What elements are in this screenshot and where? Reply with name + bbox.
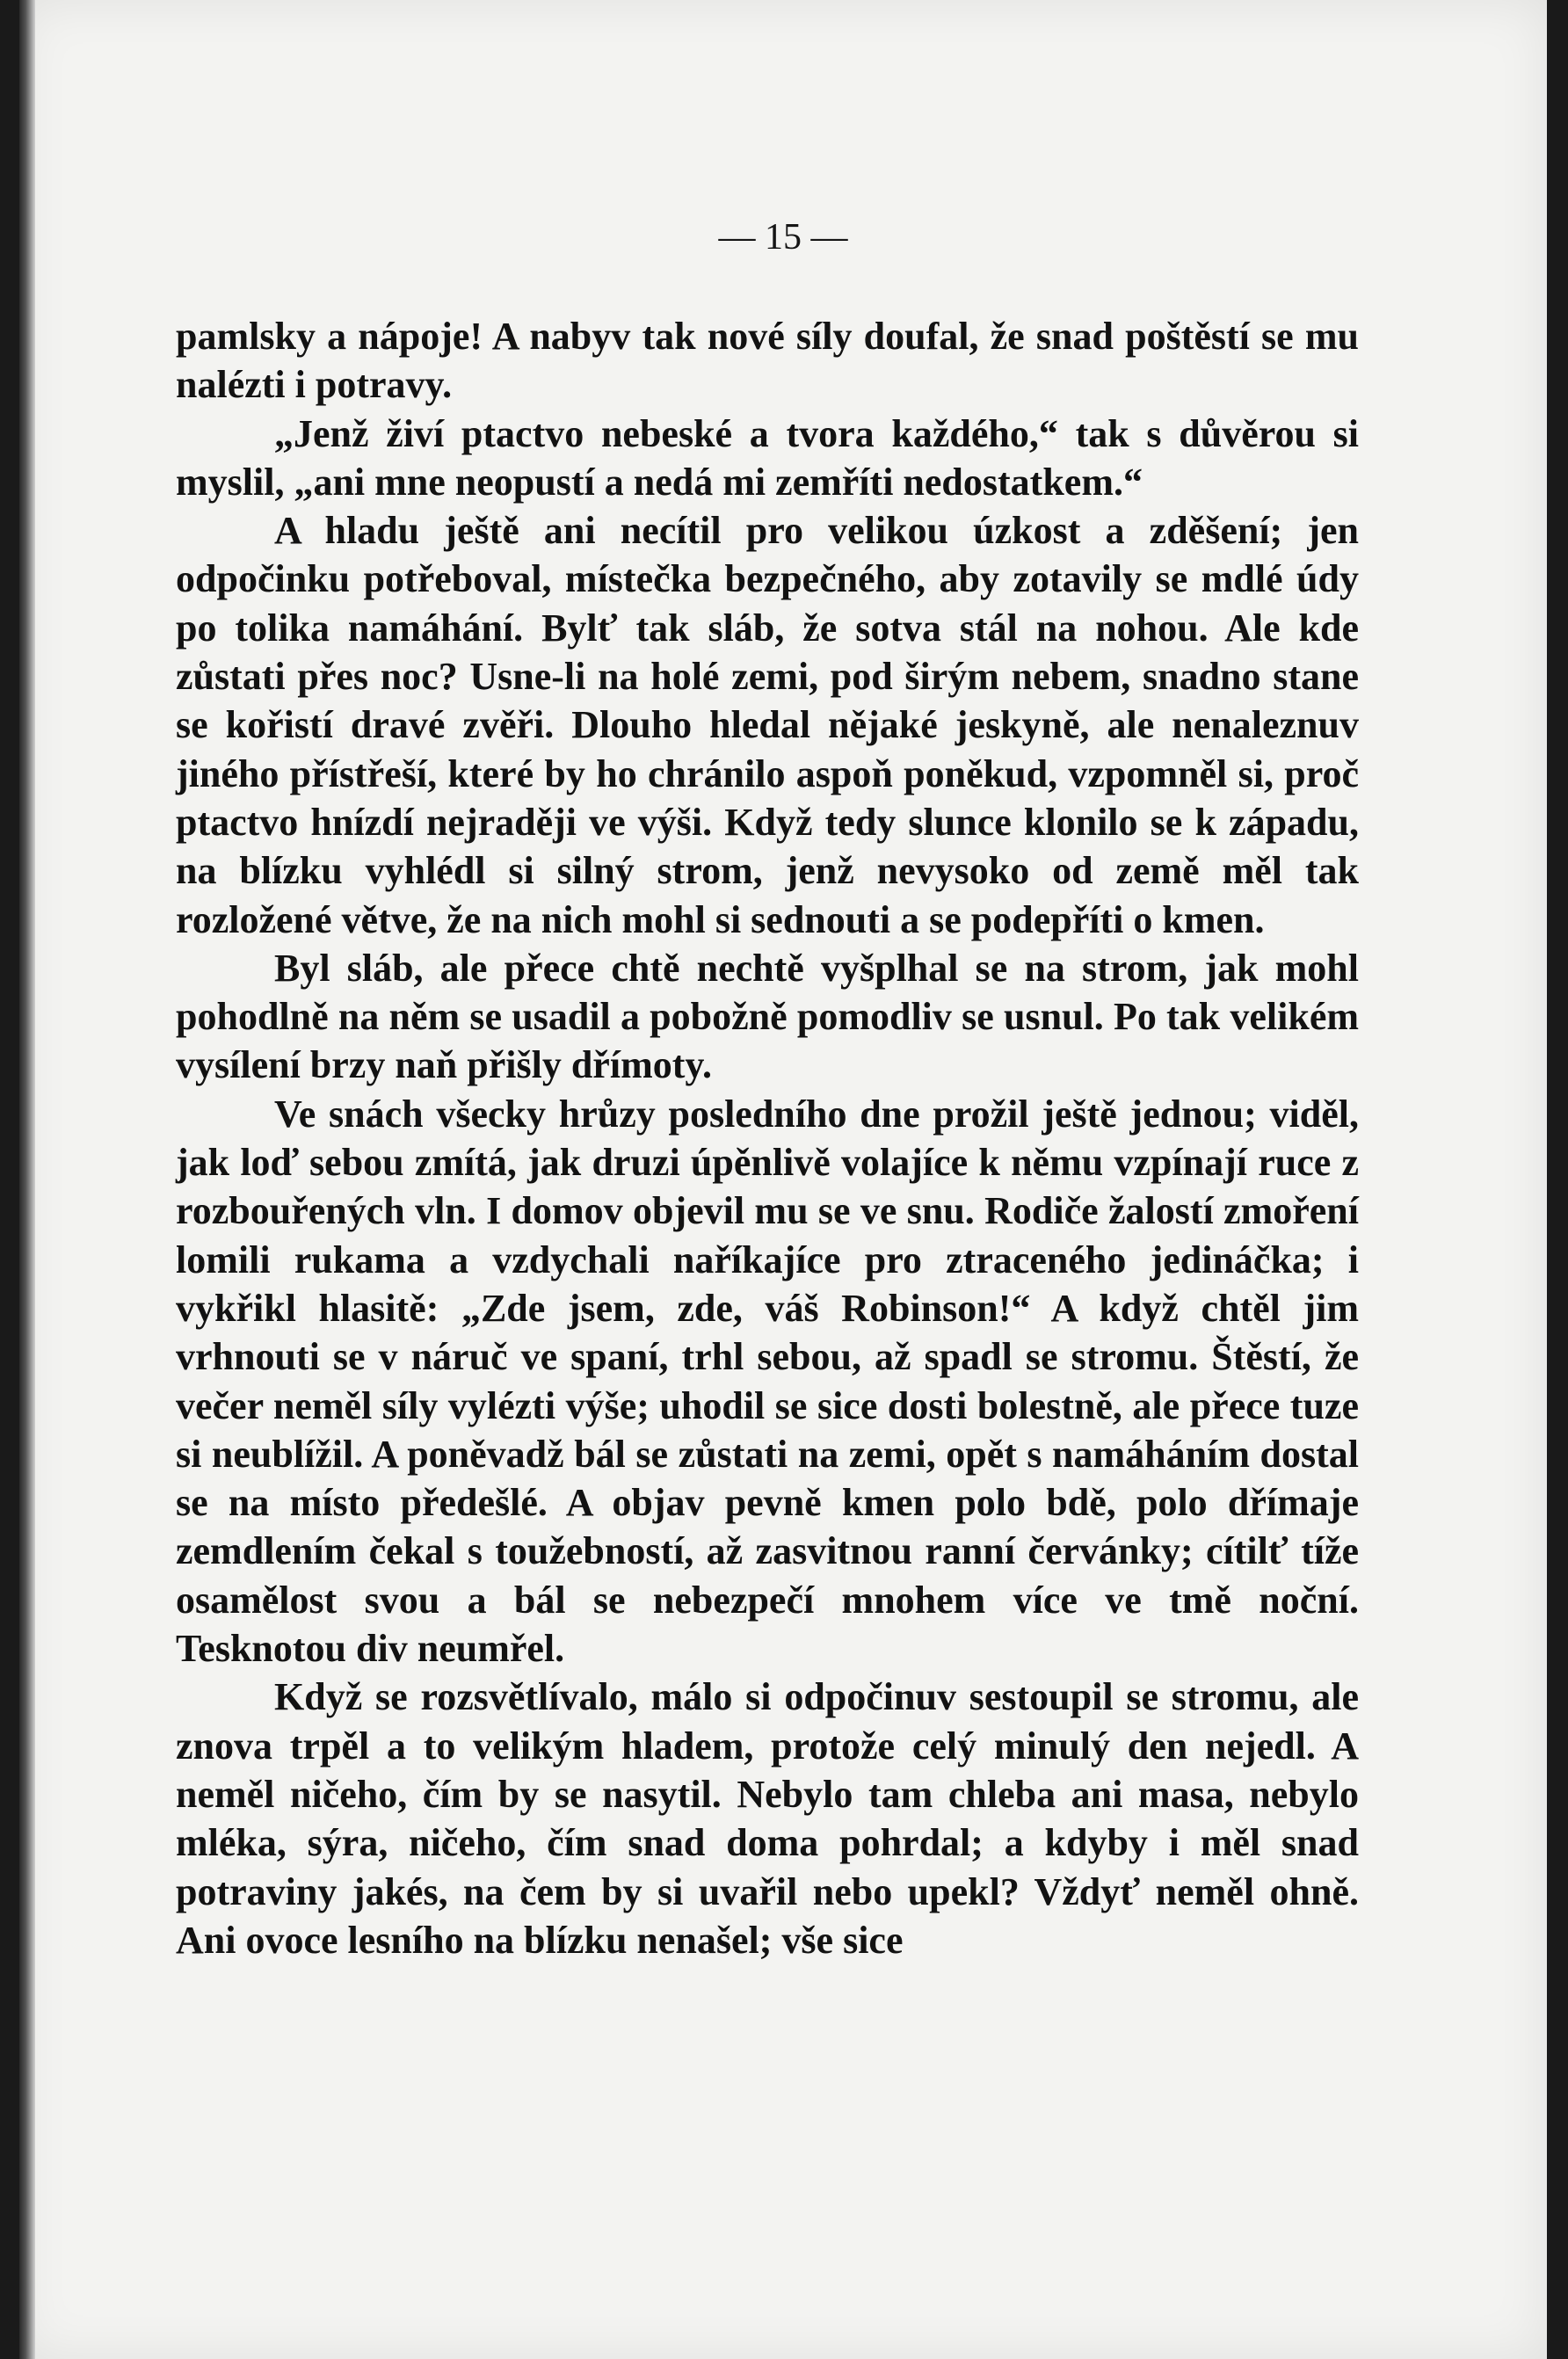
paragraph: Když se rozsvětlívalo, málo si odpočinuv sestoupil se stromu, ale znova trpěl a to velikým hladem, protože celý minulý den nejedl. A neměl ničeho, čím by se nasytil. Nebylo tam chleba ani masa, nebylo mléka, sýra, ničeho, čím snad doma pohrdal; a kdyby i měl snad potraviny jakés, na čem by si uvařil nebo upekl? Vždyť neměl ohně. Ani ovoce lesního na blízku nenašel; vše sice <box>176 1675 1359 1962</box>
paragraph: A hladu ještě ani necítil pro velikou úzkost a zděšení; jen odpočinku potřeboval, místečka bezpečného, aby zotavily se mdlé údy po tolika namáhání. Bylť tak sláb, že sotva stál na nohou. Ale kde zůstati přes noc? Usne-li na holé zemi, pod širým nebem, snadno stane se kořistí dravé zvěři. Dlouho hledal nějaké jeskyně, ale nenaleznuv jiného přístřeší, které by ho chránilo aspoň poněkud, vzpomněl si, proč ptactvo hnízdí nejraději ve výši. Když tedy slunce klonilo se k západu, na blízku vyhlédl si silný strom, jenž nevysoko od země měl tak rozložené větve, že na nich mohl si sednouti a se podepříti o kmen. <box>176 509 1359 941</box>
body-text <box>176 312 1359 1964</box>
page-number: — 15 — <box>718 217 848 258</box>
paragraph: „Jenž živí ptactvo nebeské a tvora každého,“ tak s důvěrou si myslil, „ani mne neopustí a nedá mi zemříti nedostatkem.“ <box>176 411 1359 504</box>
binding-edge <box>19 0 35 2359</box>
paragraph: Ve snách všecky hrůzy posledního dne prožil ještě jednou; viděl, jak loď sebou zmítá, jak druzi úpěnlivě volajíce k němu vzpínají ruce z rozbouřených vln. I domov objevil mu se ve snu. Rodiče žalostí zmoření lomili rukama a vzdychali naříkajíce pro ztraceného jedináčka; i vykřikl hlasitě: „Zde jsem, zde, váš Robinson!“ A když chtěl jim vrhnouti se v náruč ve spaní, trhl sebou, až spadl se stromu. Štěstí, že večer neměl síly vylézti výše; uhodil se sice dosti bolestně, ale přece tuze si neublížil. A poněvadž bál se zůstati na zemi, opět s namáháním dostal se na místo předešlé. A objav pevně kmen polo bdě, polo dřímaje zemdlením čekal s toužebností, až zasvitnou ranní červánky; cítilť tíže osamělost svou a bál se nebezpečí mnohem více ve tmě noční. Tesknotou div neumřel. <box>176 1092 1359 1671</box>
paragraph: Byl sláb, ale přece chtě nechtě vyšplhal se na strom, jak mohl pohodlně na něm se usadil a pobožně pomodliv se usnul. Po tak velikém vysílení brzy naň přišly dřímoty. <box>176 946 1359 1087</box>
paragraph: pamlsky a nápoje! A nabyv tak nové síly doufal, že snad poštěstí se mu nalézti i potravy. <box>176 315 1359 407</box>
book-page <box>19 0 1547 2359</box>
